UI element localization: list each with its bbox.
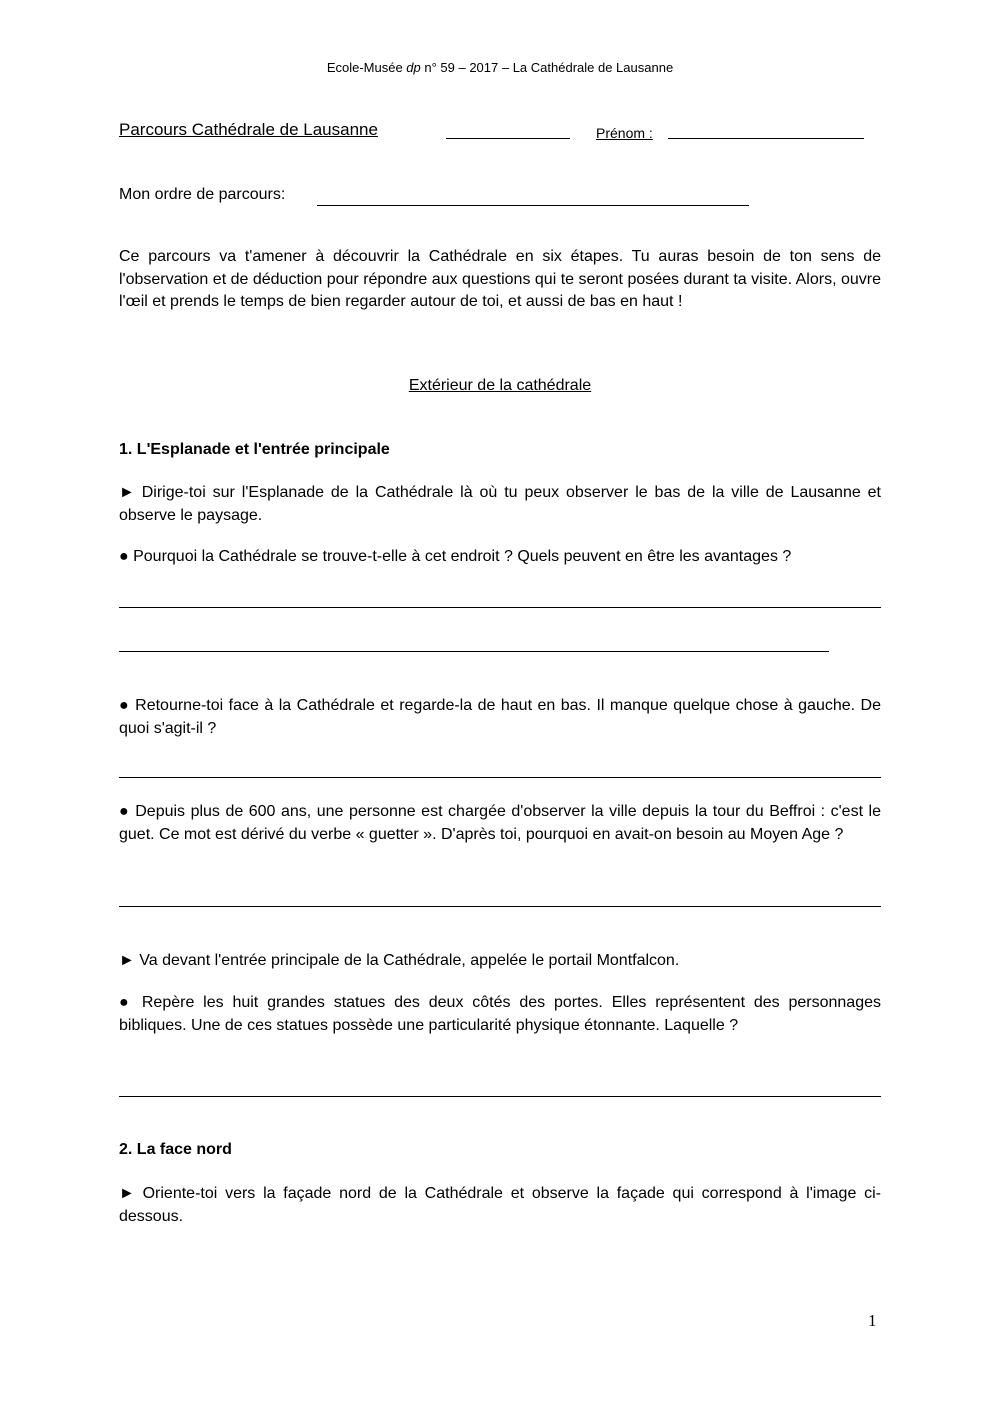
- section-1-question-3: ● Depuis plus de 600 ans, une personne est chargée d'observer la ville depuis la tour du Beffroi : c'est le guet. Ce mot est dérivé du verbe « guetter ». D'après toi, pourquoi en avait-on besoin au Moyen Age ?: [119, 803, 881, 843]
- section-1-instruction-1: ► Dirige-toi sur l'Esplanade de la Cathédrale là où tu peux observer le bas de la ville de Lausanne et observe le paysage.: [119, 484, 881, 524]
- section-1-instruction-2: ► Va devant l'entrée principale de la Cathédrale, appelée le portail Montfalcon.: [119, 952, 680, 969]
- section-2-heading: 2. La face nord: [119, 1141, 232, 1158]
- ordre-parcours-answer-line[interactable]: [317, 205, 749, 206]
- question-2-answer-line[interactable]: [119, 777, 881, 778]
- title-underline: [446, 138, 570, 139]
- question-3-answer-line[interactable]: [119, 906, 881, 907]
- section-1-question-1: ● Pourquoi la Cathédrale se trouve-t-elle à cet endroit ? Quels peuvent en être les avantages ?: [119, 548, 792, 565]
- intro-paragraph: Ce parcours va t'amener à découvrir la Cathédrale en six étapes. Tu auras besoin de ton sens de l'observation et de déduction pour répondre aux questions qui te seront posées durant ta visite. Alors, ouvre l'œil et prends le temps de bien regarder autour de toi, et aussi de bas en haut !: [119, 248, 881, 310]
- section-title: Extérieur de la cathédrale: [408, 377, 592, 394]
- section-1-question-4: ● Repère les huit grandes statues des deux côtés des portes. Elles représentent des personnages bibliques. Une de ces statues possède une particularité physique étonnante. Laquelle ?: [119, 994, 881, 1034]
- prenom-answer-line[interactable]: [668, 138, 864, 139]
- prenom-label: Prénom :: [596, 125, 653, 141]
- section-1-heading: 1. L'Esplanade et l'entrée principale: [119, 441, 390, 458]
- document-title: Parcours Cathédrale de Lausanne: [119, 120, 378, 139]
- header-text-end: n° 59 – 2017 – La Cathédrale de Lausanne: [420, 60, 674, 75]
- question-4-answer-line[interactable]: [119, 1096, 881, 1097]
- question-1-answer-line-1[interactable]: [119, 607, 881, 608]
- page-header: [0, 60, 1000, 75]
- question-1-answer-line-2[interactable]: [119, 651, 829, 652]
- header-text-start: Ecole-Musée: [326, 60, 407, 75]
- header-text-italic: dp: [406, 60, 421, 75]
- ordre-parcours-label: Mon ordre de parcours:: [119, 186, 286, 203]
- section-1-question-2: ● Retourne-toi face à la Cathédrale et regarde-la de haut en bas. Il manque quelque chose à gauche. De quoi s'agit-il ?: [119, 697, 881, 737]
- page-number: 1: [868, 1311, 877, 1330]
- section-2-instruction-1: ► Oriente-toi vers la façade nord de la Cathédrale et observe la façade qui correspond à l'image ci-dessous.: [119, 1185, 881, 1225]
